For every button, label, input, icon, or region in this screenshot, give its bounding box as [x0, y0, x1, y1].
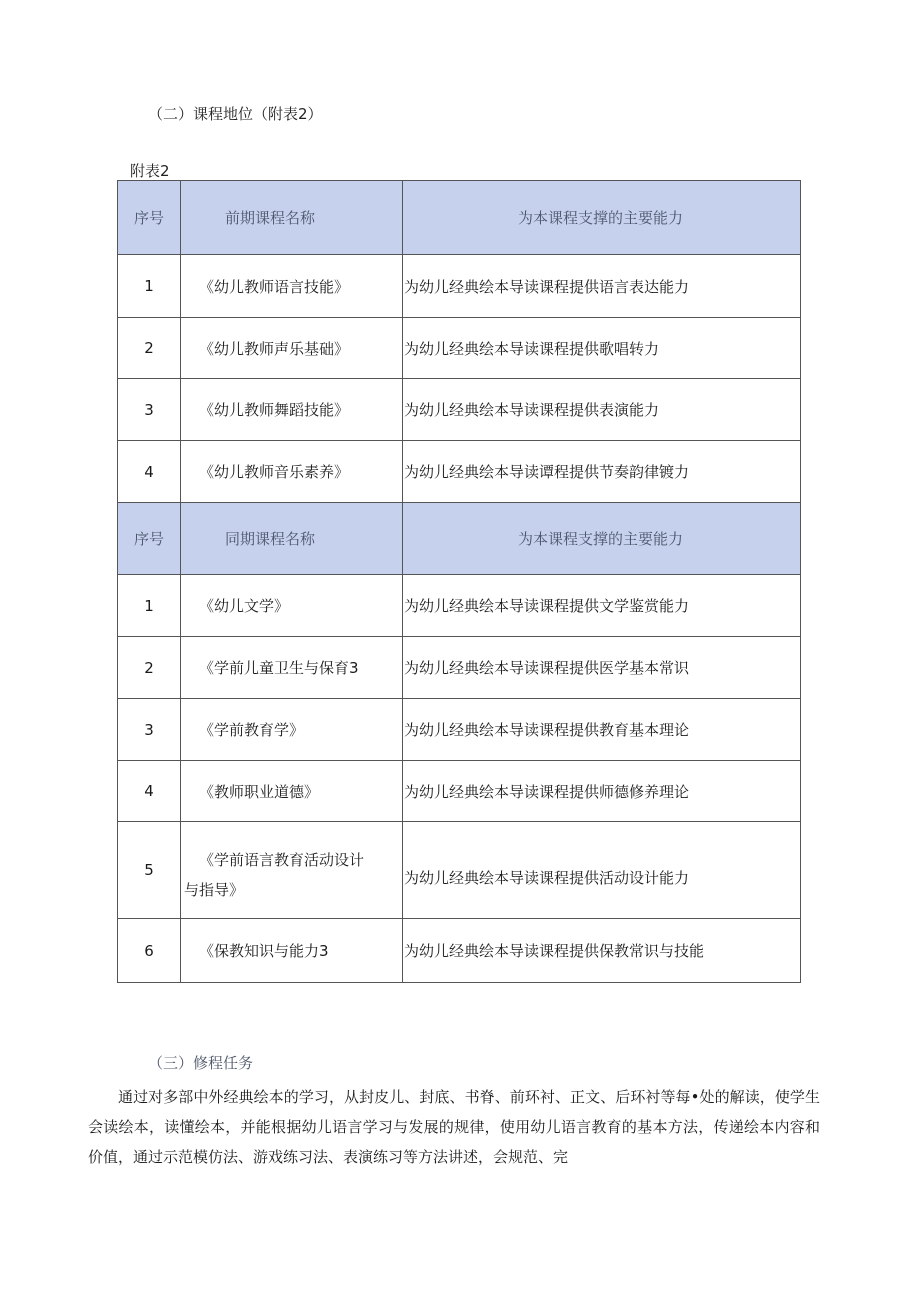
ability-cell: 为幼儿经典绘本导读课程提供语言表达能力 [403, 255, 801, 318]
ability-cell: 为幼儿经典绘本导读课程提供文学鉴赏能力 [403, 575, 801, 637]
ability-cell: 为幼儿经典绘本导读课程提供表演能力 [403, 379, 801, 441]
ability-cell: 为幼儿经典绘本导读课程提供医学基本常识 [403, 637, 801, 699]
ability-cell: 为幼儿经典绘本导读课程提供教育基本理论 [403, 699, 801, 761]
course-name-cell: 《幼儿教师音乐素养》 [181, 441, 403, 503]
concurrent-header-row [118, 503, 801, 575]
table-row [118, 761, 801, 822]
seq-cell: 1 [118, 255, 181, 318]
prior-header-row [118, 181, 801, 255]
section-3-paragraph: 通过对多部中外经典绘本的学习，从封皮儿、封底、书脊、前环衬、正文、后环衬等每•处的解读，使学生会读绘本，读懂绘本，并能根据幼儿语言学习与发展的规律，使用幼儿语言教育的基本方法，传递绘本内容和价值，通过示范模仿法、游戏练习法、表演练习等方法讲述，会规范、完 [88, 1088, 820, 1166]
seq-cell: 3 [118, 699, 181, 761]
header-prior-name: 前期课程名称 [181, 181, 403, 255]
ability-cell: 为幼儿经典绘本导读课程提供活动设计能力 [403, 822, 801, 919]
table-row [118, 575, 801, 637]
course-position-table [117, 180, 801, 983]
course-name-cell: 《学前儿童卫生与保育3 [181, 637, 403, 699]
seq-cell: 4 [118, 441, 181, 503]
course-name-cell: 《幼儿教师语言技能》 [181, 255, 403, 318]
course-name-cell: 《教师职业道德》 [181, 761, 403, 822]
table-row [118, 919, 801, 983]
header-ability: 为本课程支撑的主要能力 [403, 503, 801, 575]
section-3-heading: （三）修程任务 [148, 1054, 254, 1072]
header-ability: 为本课程支撑的主要能力 [403, 181, 801, 255]
course-name-cell: 《学前教育学》 [181, 699, 403, 761]
seq-cell: 6 [118, 919, 181, 983]
course-name-line-1: 《学前语言教育活动设计 [199, 851, 365, 869]
course-name-cell: 《幼儿教师声乐基础》 [181, 318, 403, 379]
course-name-cell [181, 822, 403, 919]
table-row [118, 441, 801, 503]
table-row [118, 822, 801, 919]
header-seq: 序号 [118, 503, 181, 575]
seq-cell: 4 [118, 761, 181, 822]
table-row [118, 637, 801, 699]
table-row [118, 318, 801, 379]
table-row [118, 379, 801, 441]
seq-cell: 1 [118, 575, 181, 637]
seq-cell: 2 [118, 637, 181, 699]
section-2-heading: （二）课程地位（附表2） [148, 105, 323, 123]
header-concurrent-name: 同期课程名称 [181, 503, 403, 575]
seq-cell: 2 [118, 318, 181, 379]
course-name-cell: 《保教知识与能力3 [181, 919, 403, 983]
course-name-cell: 《幼儿教师舞蹈技能》 [181, 379, 403, 441]
table-row [118, 255, 801, 318]
course-name-line-2: 与指导》 [184, 881, 245, 899]
ability-cell: 为幼儿经典绘本导读谭程提供节奏韵律镀力 [403, 441, 801, 503]
seq-cell: 3 [118, 379, 181, 441]
header-seq: 序号 [118, 181, 181, 255]
ability-cell: 为幼儿经典绘本导读课程提供师德修养理论 [403, 761, 801, 822]
ability-cell: 为幼儿经典绘本导读课程提供歌唱转力 [403, 318, 801, 379]
table-caption: 附表2 [130, 162, 170, 180]
course-name-cell: 《幼儿文学》 [181, 575, 403, 637]
ability-cell: 为幼儿经典绘本导读课程提供保教常识与技能 [403, 919, 801, 983]
table-row [118, 699, 801, 761]
seq-cell: 5 [118, 822, 181, 919]
